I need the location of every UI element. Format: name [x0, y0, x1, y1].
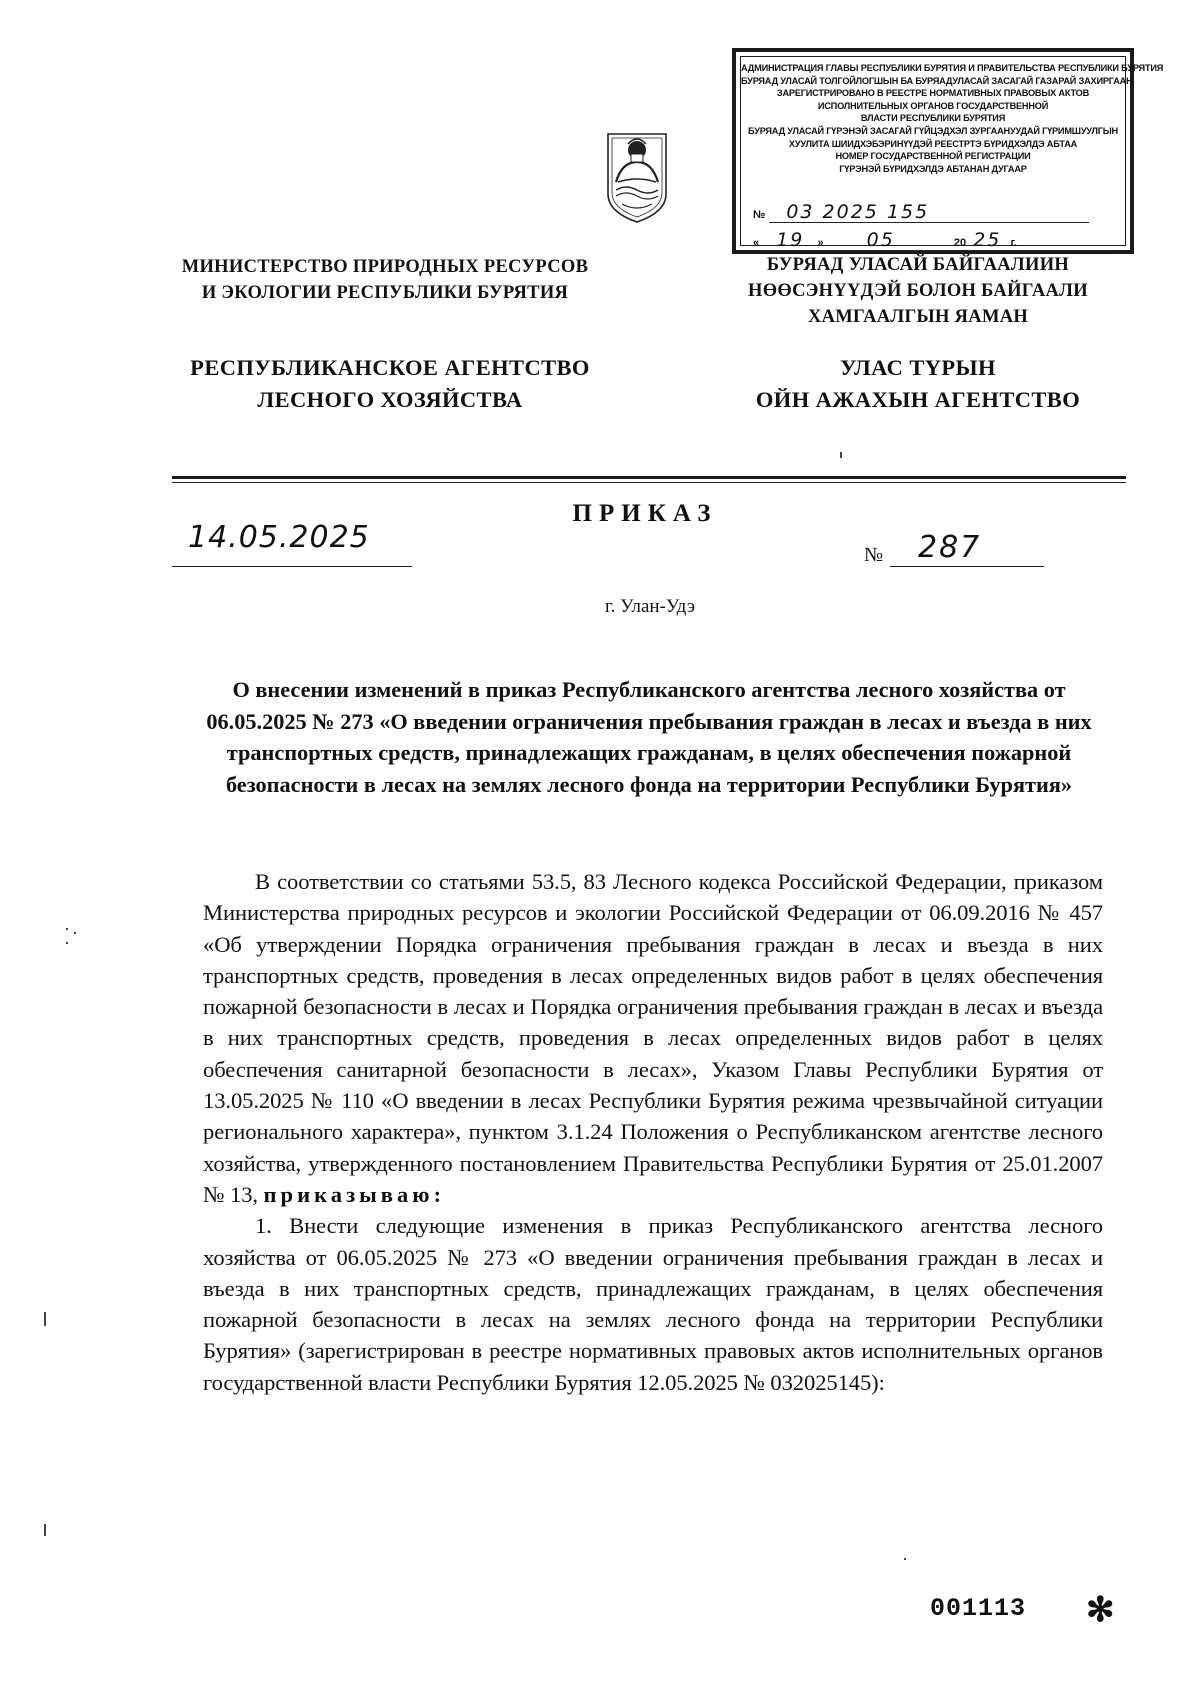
header-divider-thin	[172, 482, 1126, 483]
agency-name-buryat	[718, 352, 1118, 416]
order-body	[203, 866, 1103, 1398]
agency-name-line: УЛАС ТҮРЫН	[840, 355, 996, 380]
scan-speck	[74, 932, 76, 934]
stamp-line: ЗАРЕГИСТРИРОВАНО В РЕЕСТРЕ НОРМАТИВНЫХ ПРАВОВЫХ АКТОВ	[776, 88, 1090, 99]
stamp-line: НОМЕР ГОСУДАРСТВЕННОЙ РЕГИСТРАЦИИ	[835, 151, 1031, 162]
stamp-registration-number: 03 2025 155	[786, 201, 930, 223]
scan-speck	[66, 928, 68, 930]
order-number-handwritten: 287	[918, 530, 982, 565]
stamp-date-month: 05	[866, 229, 895, 251]
stamp-date-row: « 19 » 05 20 25 г.	[753, 229, 1125, 251]
stamp-line: БУРЯАД УЛАСАЙ ТОЛГОЙЛОГШЫН БА БУРЯАДУЛАСАЙ ЗАСАГАЙ ГАЗАРАЙ ЗАХИРГААН	[741, 75, 1133, 86]
stamp-line: ГҮРЭНЭЙ БҮРИДХЭЛДЭ АБТАНАН ДУГААР	[839, 163, 1027, 174]
scan-speck	[66, 942, 68, 944]
ministry-name-buryat	[718, 252, 1118, 330]
stamp-line: АДМИНИСТРАЦИЯ ГЛАВЫ РЕСПУБЛИКИ БУРЯТИЯ И ПРАВИТЕЛЬСТВА РЕСПУБЛИКИ БУРЯТИЯ	[741, 63, 1164, 73]
stamp-date-year-suffix: 25	[973, 229, 1002, 251]
order-date-handwritten: 14.05.2025	[188, 520, 370, 555]
scan-speck	[44, 1524, 46, 1536]
ministry-name-line: БУРЯАД УЛАСАЙ БАЙГААЛИИН	[766, 255, 1070, 275]
ministry-name-russian	[150, 254, 620, 306]
agency-name-russian	[150, 352, 630, 416]
scan-speck	[840, 452, 842, 458]
order-word: приказываю:	[263, 1181, 446, 1207]
order-title: ПРИКАЗ	[572, 500, 718, 527]
stamp-registration-number-row	[753, 201, 929, 223]
order-subject: О внесении изменений в приказ Республиканского агентства лесного хозяйства от 06.05.2025 № 273 «О введении ограничения пребывания граждан в лесах и въезда в них транспортных средств, принадлежащих гражданам, в целях обеспечения пожарной безопасности в лесах на землях лесного фонда на территории Республики Бурятия»	[206, 677, 1092, 797]
header-divider-thick	[172, 476, 1126, 479]
stamp-date-year-prefix: 20	[953, 237, 967, 249]
stamp-date-day: 19	[776, 229, 805, 251]
body-paragraph-item-1: 1. Внести следующие изменения в приказ Республиканского агентства лесного хозяйства от 06.05.2025 № 273 «О введении ограничения пребывания граждан в лесах и въезда в них транспортных средств, принадлежащих гражданам, в целях обеспечения пожарной безопасности в лесах на землях лесного фонда на территории Республики Бурятия» (зарегистрирован в реестре нормативных правовых актов исполнительных органов государственной власти Республики Бурятия 12.05.2025 № 032025145):	[203, 1213, 1103, 1395]
document-mark-icon: ✻	[1086, 1592, 1115, 1629]
body-paragraph-preamble	[203, 866, 1103, 1210]
agency-name-line: ОЙН АЖАХЫН АГЕНТСТВО	[755, 387, 1081, 412]
order-number-underline	[890, 566, 1044, 567]
ministry-name-line: НӨӨСЭНҮҮДЭЙ БОЛОН БАЙГААЛИ	[748, 281, 1088, 301]
scan-speck	[904, 1558, 906, 1560]
coat-of-arms-emblem	[602, 120, 672, 224]
scan-speck	[44, 1312, 46, 1326]
ministry-name-line: И ЭКОЛОГИИ РЕСПУБЛИКИ БУРЯТИЯ	[201, 283, 569, 303]
ministry-name-line: ХАМГААЛГЫН ЯАМАН	[807, 307, 1029, 327]
stamp-line: БУРЯАД УЛАСАЙ ГҮРЭНЭЙ ЗАСАГАЙ ГҮЙЦЭДХЭЛ ЗУРГААНУУДАЙ ГҮРИМШУУЛГЫН	[748, 125, 1118, 136]
stamp-number-prefix: №	[753, 209, 766, 221]
agency-name-line: РЕСПУБЛИКАНСКОЕ АГЕНТСТВО	[190, 355, 590, 380]
order-city: г. Улан-Удэ	[605, 596, 695, 617]
document-serial-number: 001113	[930, 1594, 1027, 1623]
stamp-line: ХУУЛИТА ШИИДХЭБЭРИНҮҮДЭЙ РЕЕСТРТЭ БҮРИДХЭЛДЭ АБТАА	[788, 138, 1078, 149]
stamp-line: ИСПОЛНИТЕЛЬНЫХ ОРГАНОВ ГОСУДАРСТВЕННОЙ	[817, 100, 1049, 111]
ministry-name-line: МИНИСТЕРСТВО ПРИРОДНЫХ РЕСУРСОВ	[181, 257, 589, 277]
stamp-line: ВЛАСТИ РЕСПУБЛИКИ БУРЯТИЯ	[860, 113, 1006, 124]
order-date-underline	[172, 566, 412, 567]
order-number-label: №	[864, 544, 884, 566]
stamp-date-year-unit: г.	[1010, 237, 1017, 249]
preamble-text: В соответствии со статьями 53.5, 83 Лесного кодекса Российской Федерации, приказом Министерства природных ресурсов и экологии Российской Федерации от 06.09.2016 № 457 «Об утверждении Порядка ограничения пребывания граждан в лесах и въезда в них транспортных средств, проведения в лесах определенных видов работ в целях обеспечения пожарной безопасности в лесах и Порядка ограничения пребывания граждан в лесах и въезда в них транспортных средств, проведения в лесах определенных видов работ в целях обеспечения санитарной безопасности в лесах», Указом Главы Республики Бурятия от 13.05.2025 № 110 «О введении в лесах Республики Бурятия режима чрезвычайной ситуации регионального характера», пунктом 3.1.24 Положения о Республиканском агентстве лесного хозяйства, утвержденного постановлением Правительства Республики Бурятия от 25.01.2007 № 13,	[203, 869, 1103, 1207]
registration-stamp	[732, 48, 1164, 254]
agency-name-line: ЛЕСНОГО ХОЗЯЙСТВА	[257, 387, 523, 412]
